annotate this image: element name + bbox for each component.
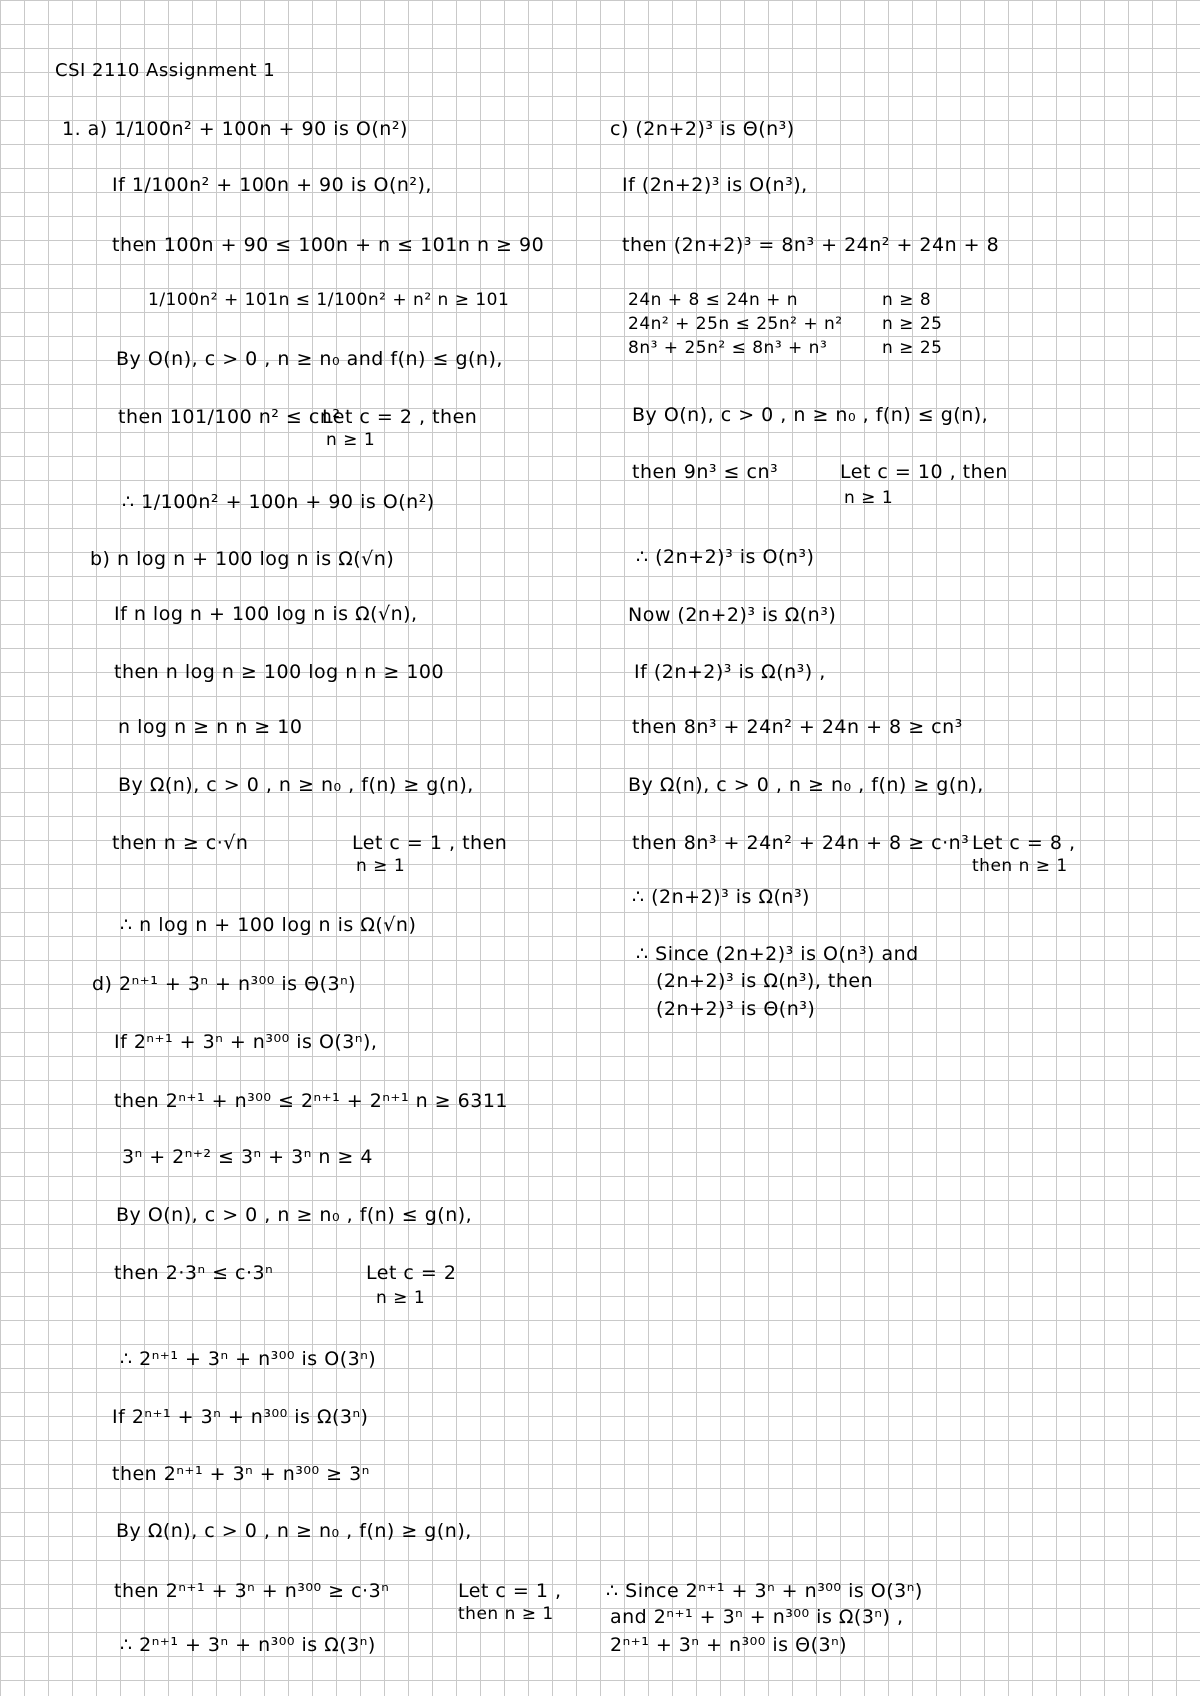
- handwritten-line-c2: then (2n+2)³ = 8n³ + 24n² + 24n + 8: [622, 234, 1000, 256]
- handwritten-line-a5c: n ≥ 1: [326, 430, 376, 450]
- handwritten-line-d9: By Ω(n), c > 0 , n ≥ n₀ , f(n) ≥ g(n),: [116, 1520, 472, 1542]
- handwritten-line-d11: ∴ 2ⁿ⁺¹ + 3ⁿ + n³⁰⁰ is Ω(3ⁿ): [120, 1634, 376, 1656]
- handwritten-line-b5b: Let c = 1 , then: [352, 832, 508, 854]
- handwritten-line-c8: ∴ (2n+2)³ is O(n³): [636, 546, 815, 568]
- handwritten-line-d10: then 2ⁿ⁺¹ + 3ⁿ + n³⁰⁰ ≥ c·3ⁿ: [114, 1580, 390, 1602]
- handwritten-line-b6: ∴ n log n + 100 log n is Ω(√n): [120, 914, 417, 936]
- handwritten-line-c5b: n ≥ 25: [882, 338, 943, 358]
- handwritten-line-c5: 8n³ + 25n² ≤ 8n³ + n³: [628, 338, 828, 358]
- handwritten-line-c1: If (2n+2)³ is O(n³),: [622, 174, 808, 196]
- handwritten-line-c15: ∴ Since (2n+2)³ is O(n³) and: [636, 943, 919, 965]
- handwritten-line-c13c: then n ≥ 1: [972, 856, 1068, 876]
- handwritten-line-a3: 1/100n² + 101n ≤ 1/100n² + n² n ≥ 101: [148, 290, 510, 310]
- handwritten-line-b3: n log n ≥ n n ≥ 10: [118, 716, 303, 738]
- handwritten-line-d3: 3ⁿ + 2ⁿ⁺² ≤ 3ⁿ + 3ⁿ n ≥ 4: [122, 1146, 373, 1168]
- handwritten-line-c12: By Ω(n), c > 0 , n ≥ n₀ , f(n) ≥ g(n),: [628, 774, 984, 796]
- page-title: CSI 2110 Assignment 1: [55, 60, 276, 81]
- handwritten-line-d10c: then n ≥ 1: [458, 1604, 554, 1624]
- handwritten-line-c4: 24n² + 25n ≤ 25n² + n²: [628, 314, 843, 334]
- handwritten-line-c16: (2n+2)³ is Ω(n³), then: [656, 970, 874, 992]
- handwritten-line-d8: then 2ⁿ⁺¹ + 3ⁿ + n³⁰⁰ ≥ 3ⁿ: [112, 1463, 370, 1485]
- handwritten-line-d5b: Let c = 2: [366, 1262, 457, 1284]
- handwritten-line-a4: By O(n), c > 0 , n ≥ n₀ and f(n) ≤ g(n),: [116, 348, 503, 370]
- handwritten-line-c-head: c) (2n+2)³ is Θ(n³): [610, 118, 795, 140]
- handwritten-line-c4b: n ≥ 25: [882, 314, 943, 334]
- handwritten-line-c6: By O(n), c > 0 , n ≥ n₀ , f(n) ≤ g(n),: [632, 404, 989, 426]
- handwritten-line-a1: If 1/100n² + 100n + 90 is O(n²),: [112, 174, 432, 196]
- handwritten-line-c7b: Let c = 10 , then: [840, 461, 1008, 483]
- handwritten-line-b2: then n log n ≥ 100 log n n ≥ 100: [114, 661, 445, 683]
- handwritten-line-d7: If 2ⁿ⁺¹ + 3ⁿ + n³⁰⁰ is Ω(3ⁿ): [112, 1406, 369, 1428]
- handwritten-line-d-head: d) 2ⁿ⁺¹ + 3ⁿ + n³⁰⁰ is Θ(3ⁿ): [92, 973, 357, 995]
- handwritten-line-d10b: Let c = 1 ,: [458, 1580, 562, 1602]
- handwritten-line-a-head: 1. a) 1/100n² + 100n + 90 is O(n²): [62, 118, 408, 140]
- handwritten-line-c14: ∴ (2n+2)³ is Ω(n³): [632, 886, 810, 908]
- handwritten-line-c3b: n ≥ 8: [882, 290, 932, 310]
- handwritten-line-c13b: Let c = 8 ,: [972, 832, 1076, 854]
- handwritten-line-b1: If n log n + 100 log n is Ω(√n),: [114, 603, 418, 625]
- handwritten-line-c13: then 8n³ + 24n² + 24n + 8 ≥ c·n³: [632, 832, 970, 854]
- handwritten-line-c11: then 8n³ + 24n² + 24n + 8 ≥ cn³: [632, 716, 963, 738]
- handwritten-line-b5: then n ≥ c·√n: [112, 832, 249, 854]
- handwritten-line-a5b: Let c = 2 , then: [322, 406, 478, 428]
- handwritten-line-d5c: n ≥ 1: [376, 1288, 426, 1308]
- handwritten-line-d1: If 2ⁿ⁺¹ + 3ⁿ + n³⁰⁰ is O(3ⁿ),: [114, 1031, 378, 1053]
- handwritten-line-c10: If (2n+2)³ is Ω(n³) ,: [634, 661, 826, 683]
- handwritten-line-e1: ∴ Since 2ⁿ⁺¹ + 3ⁿ + n³⁰⁰ is O(3ⁿ): [606, 1580, 923, 1602]
- handwritten-line-a2: then 100n + 90 ≤ 100n + n ≤ 101n n ≥ 90: [112, 234, 545, 256]
- handwritten-line-c17: (2n+2)³ is Θ(n³): [656, 998, 816, 1020]
- handwritten-line-a6: ∴ 1/100n² + 100n + 90 is O(n²): [122, 491, 435, 513]
- handwritten-line-c3: 24n + 8 ≤ 24n + n: [628, 290, 799, 310]
- handwritten-line-d5: then 2·3ⁿ ≤ c·3ⁿ: [114, 1262, 274, 1284]
- handwritten-line-b5c: n ≥ 1: [356, 856, 406, 876]
- handwritten-line-b-head: b) n log n + 100 log n is Ω(√n): [90, 548, 395, 570]
- handwritten-line-c7c: n ≥ 1: [844, 488, 894, 508]
- handwritten-line-a5: then 101/100 n² ≤ cn²: [118, 406, 341, 428]
- handwritten-line-d6: ∴ 2ⁿ⁺¹ + 3ⁿ + n³⁰⁰ is O(3ⁿ): [120, 1348, 377, 1370]
- handwritten-line-b4: By Ω(n), c > 0 , n ≥ n₀ , f(n) ≥ g(n),: [118, 774, 474, 796]
- handwritten-line-c9: Now (2n+2)³ is Ω(n³): [628, 604, 837, 626]
- handwritten-line-c7: then 9n³ ≤ cn³: [632, 461, 779, 483]
- handwritten-line-d2: then 2ⁿ⁺¹ + n³⁰⁰ ≤ 2ⁿ⁺¹ + 2ⁿ⁺¹ n ≥ 6311: [114, 1090, 508, 1112]
- handwritten-line-e3: 2ⁿ⁺¹ + 3ⁿ + n³⁰⁰ is Θ(3ⁿ): [610, 1634, 848, 1656]
- handwritten-line-e2: and 2ⁿ⁺¹ + 3ⁿ + n³⁰⁰ is Ω(3ⁿ) ,: [610, 1606, 904, 1628]
- handwritten-line-d4: By O(n), c > 0 , n ≥ n₀ , f(n) ≤ g(n),: [116, 1204, 473, 1226]
